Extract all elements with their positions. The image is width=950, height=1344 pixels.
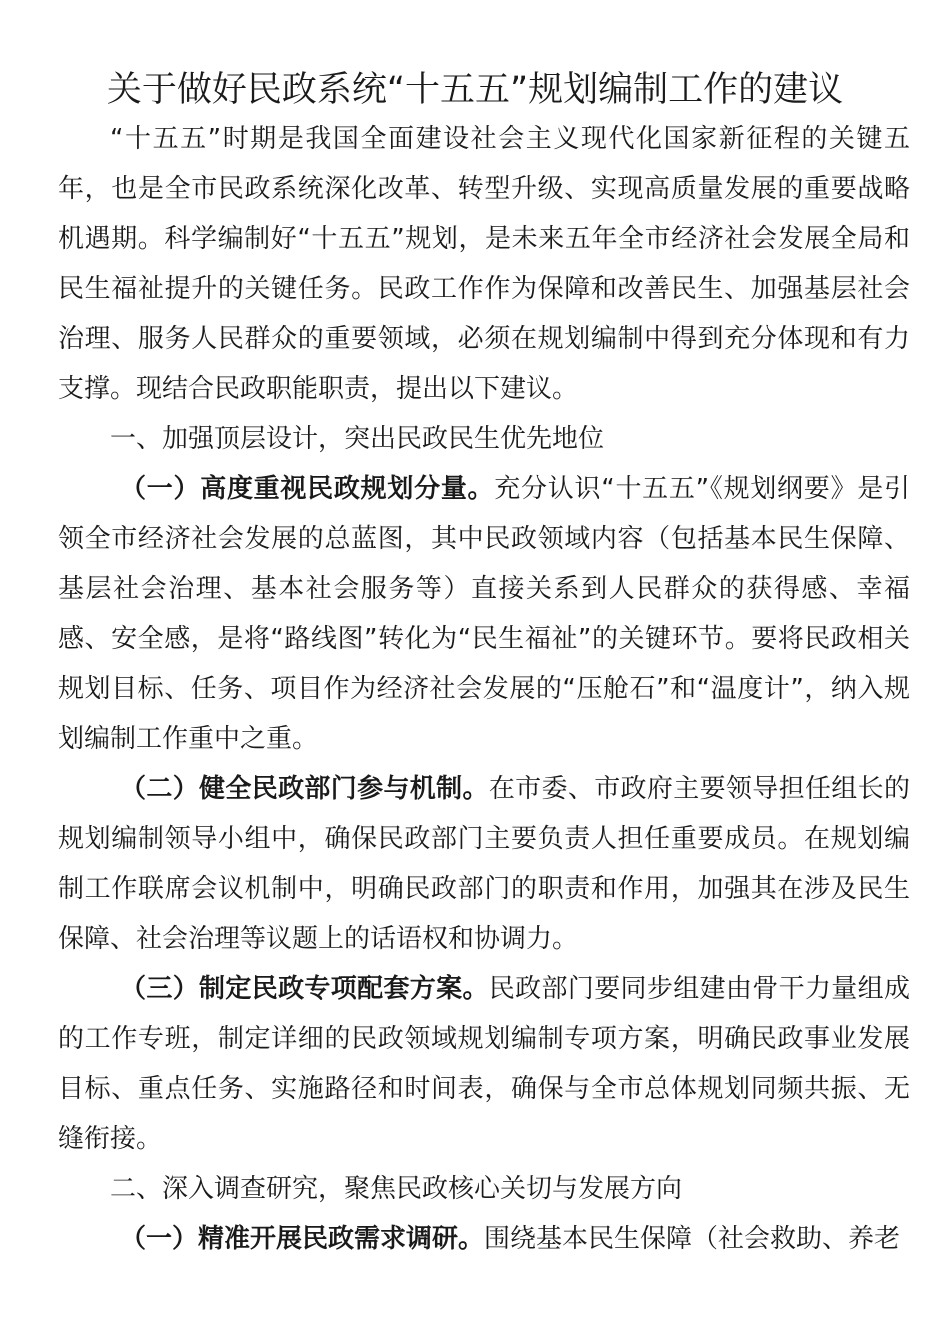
subsection-paragraph-1-3 <box>58 964 910 1164</box>
subsection-paragraph-1-2 <box>58 764 910 964</box>
subsection-lead: （一）精准开展民政需求调研。 <box>120 1224 485 1254</box>
document-title: 关于做好民政系统“十五五”规划编制工作的建议 <box>106 70 844 110</box>
subsection-text: 围绕基本民生保障（社会救助、养老 <box>484 1224 901 1254</box>
intro-paragraph: “十五五”时期是我国全面建设社会主义现代化国家新征程的关键五年，也是全市民政系统深化改革、转型升级、实现高质量发展的重要战略机遇期。科学编制好“十五五”规划，是未来五年全市经济社会发展全局和民生福祉提升的关键任务。民政工作作为保障和改善民生、加强基层社会治理、服务人民群众的重要领域，必须在规划编制中得到充分体现和有力支撑。现结合民政职能职责，提出以下建议。 <box>58 124 910 404</box>
subsection-lead: （一）高度重视民政规划分量。 <box>120 474 495 504</box>
subsection-text: 民政部门要同步组建由骨干力量组成的工作专班，制定详细的民政领域规划编制专项方案，明确民政事业发展目标、重点任务、实施路径和时间表，确保与全市总体规划同频共振、无缝衔接。 <box>58 974 910 1154</box>
subsection-lead: （二）健全民政部门参与机制。 <box>120 774 489 804</box>
subsection-text: 充分认识“十五五”《规划纲要》是引领全市经济社会发展的总蓝图，其中民政领域内容（包括基本民生保障、基层社会治理、基本社会服务等）直接关系到人民群众的获得感、幸福感、安全感，是将“路线图”转化为“民生福祉”的关键环节。要将民政相关规划目标、任务、项目作为经济社会发展的“压舱石”和“温度计”，纳入规划编制工作重中之重。 <box>58 474 910 754</box>
subsection-paragraph-2-1 <box>58 1214 910 1264</box>
section-heading-1: 一、加强顶层设计，突出民政民生优先地位 <box>110 424 605 454</box>
document-body <box>58 114 910 1264</box>
section-heading-2: 二、深入调查研究，聚焦民政核心关切与发展方向 <box>110 1174 683 1204</box>
subsection-paragraph-1-1 <box>58 464 910 764</box>
subsection-text: 在市委、市政府主要领导担任组长的规划编制领导小组中，确保民政部门主要负责人担任重要成员。在规划编制工作联席会议机制中，明确民政部门的职责和作用，加强其在涉及民生保障、社会治理等议题上的话语权和协调力。 <box>58 774 910 954</box>
subsection-lead: （三）制定民政专项配套方案。 <box>120 974 489 1004</box>
